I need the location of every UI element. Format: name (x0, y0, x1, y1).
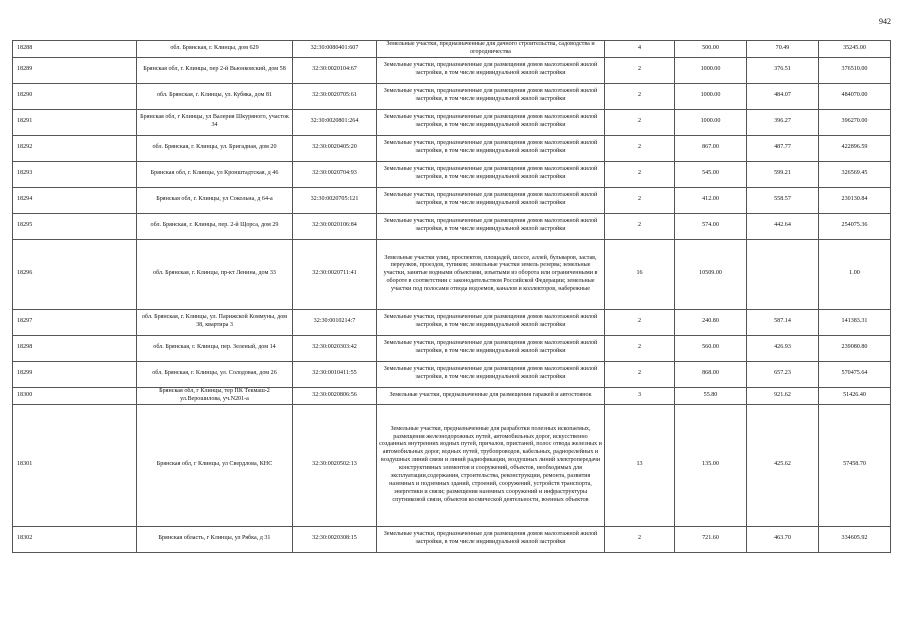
address-cell: Брянская обл, г Клинцы, тер ПК Текмаш-2 ул.Верошилова, уч.N201-а (137, 387, 293, 404)
cadastral-value-cell: 51426.40 (819, 387, 891, 404)
specific-value-cell: 487.77 (747, 135, 819, 161)
specific-value-cell: 425.62 (747, 404, 819, 526)
row-number: 18300 (13, 387, 137, 404)
specific-value-cell: 484.07 (747, 83, 819, 109)
row-number: 18296 (13, 239, 137, 309)
group-code-cell: 2 (605, 361, 675, 387)
cadastral-number-cell: 32:30:0020104:67 (293, 57, 377, 83)
cadastral-number-cell: 32:30:0020711:41 (293, 239, 377, 309)
address-cell: обл. Брянская, г. Клинцы, ул. Солодовая, дом 26 (137, 361, 293, 387)
specific-value-cell: 921.62 (747, 387, 819, 404)
cadastral-value-cell: 239080.80 (819, 335, 891, 361)
area-cell: 1000.00 (675, 109, 747, 135)
table-row (13, 404, 891, 526)
cadastral-value-cell: 570475.64 (819, 361, 891, 387)
cadastral-value-cell: 141383.31 (819, 309, 891, 335)
land-purpose-cell: Земельные участки, предназначенные для разработки полезных ископаемых, размещения железнодорожных путей, автомобильных дорог, искусственно созданных внутренних водных путей, причалов, пристаней, полос отвода железных и автомобильных дорог, водных путей, трубопроводов, кабельных, радиорелейных и воздушных линий связи и линий радиофикации, воздушных линий электропередачи конструктивных элементов и сооружений, объектов, необходимых для эксплуатации,содержания, строительства, реконструкции, ремонта, развития наземных и подземных зданий, строений, сооружений, устройств транспорта, энергетики и связи; размещения наземных сооружений и инфраструктуры спутниковой связи, объектов космической деятельности, военных объектов (377, 404, 605, 526)
group-code-cell: 2 (605, 135, 675, 161)
cadastral-number-cell: 32:30:0020801:264 (293, 109, 377, 135)
land-purpose-cell: Земельные участки, предназначенные для размещения домов малоэтажной жилой застройки, в том числе индивидуальной жилой застройки (377, 361, 605, 387)
land-purpose-cell: Земельные участки, предназначенные для размещения домов малоэтажной жилой застройки, в том числе индивидуальной жилой застройки (377, 135, 605, 161)
land-purpose-cell: Земельные участки, предназначенные для размещения домов малоэтажной жилой застройки, в том числе индивидуальной жилой застройки (377, 161, 605, 187)
group-code-cell: 2 (605, 83, 675, 109)
area-cell: 867.00 (675, 135, 747, 161)
table-row (13, 57, 891, 83)
group-code-cell: 16 (605, 239, 675, 309)
row-number: 18299 (13, 361, 137, 387)
address-cell: Брянская обл, г. Клинцы, пер 2-й Вьюнковский, дом 58 (137, 57, 293, 83)
land-purpose-cell: Земельные участки, предназначенные для размещения домов малоэтажной жилой застройки, в том числе индивидуальной жилой застройки (377, 83, 605, 109)
row-number: 18289 (13, 57, 137, 83)
group-code-cell: 2 (605, 57, 675, 83)
land-purpose-cell: Земельные участки улиц, проспектов, площадей, шоссе, аллей, бульваров, застав, переулков, проездов, тупиков; земельные участки земель резерва; земельные участки, занятые водными объектами, изъятыми из оборота или ограниченными в обороте в соответствии с законодательством Российской Федерации; земельные участки под полосами отвода водоемов, каналов и коллекторов, набережные (377, 239, 605, 309)
row-number: 18288 (13, 41, 137, 58)
cadastral-value-table (12, 40, 891, 553)
row-number: 18298 (13, 335, 137, 361)
table-row (13, 213, 891, 239)
specific-value-cell: 463.70 (747, 526, 819, 552)
area-cell: 1000.00 (675, 57, 747, 83)
table-row (13, 309, 891, 335)
table-row (13, 239, 891, 309)
cadastral-value-cell: 326569.45 (819, 161, 891, 187)
group-code-cell: 2 (605, 109, 675, 135)
address-cell: обл. Брянская, г. Клинцы, ул. Бригадная, дом 20 (137, 135, 293, 161)
table-body (13, 41, 891, 553)
table-row (13, 526, 891, 552)
address-cell: обл. Брянская, г. Клинцы, пер. Зеленый, дом 14 (137, 335, 293, 361)
cadastral-value-cell: 422896.59 (819, 135, 891, 161)
area-cell: 545.00 (675, 161, 747, 187)
specific-value-cell: 587.14 (747, 309, 819, 335)
specific-value-cell: 599.21 (747, 161, 819, 187)
area-cell: 868.00 (675, 361, 747, 387)
area-cell: 500.00 (675, 41, 747, 58)
table-row (13, 387, 891, 404)
row-number: 18297 (13, 309, 137, 335)
group-code-cell: 13 (605, 404, 675, 526)
cadastral-number-cell: 32:30:0080401:607 (293, 41, 377, 58)
cadastral-number-cell: 32:30:0020704:93 (293, 161, 377, 187)
table-row (13, 83, 891, 109)
area-cell: 135.00 (675, 404, 747, 526)
address-cell: Брянская обл, г Клинцы, ул Валерия Шкуряного, участок 34 (137, 109, 293, 135)
area-cell: 721.60 (675, 526, 747, 552)
row-number: 18292 (13, 135, 137, 161)
group-code-cell: 3 (605, 387, 675, 404)
table-row (13, 161, 891, 187)
address-cell: Брянская обл, г. Клинцы, ул Сокольна, д 64-а (137, 187, 293, 213)
cadastral-value-cell: 254075.36 (819, 213, 891, 239)
specific-value-cell: 657.23 (747, 361, 819, 387)
cadastral-number-cell: 32:30:0020106:84 (293, 213, 377, 239)
area-cell: 240.80 (675, 309, 747, 335)
area-cell: 560.00 (675, 335, 747, 361)
land-purpose-cell: Земельные участки, предназначенные для размещения домов малоэтажной жилой застройки, в том числе индивидуальной жилой застройки (377, 335, 605, 361)
address-cell: обл. Брянская, г. Клинцы, пер. 2-й Щорса, дом 29 (137, 213, 293, 239)
land-purpose-cell: Земельные участки, предназначенные для размещения домов малоэтажной жилой застройки, в том числе индивидуальной жилой застройки (377, 57, 605, 83)
address-cell: обл. Брянская, г. Клинцы, ул. Парижской Коммуны, дом 38, квартира 3 (137, 309, 293, 335)
table-row (13, 187, 891, 213)
group-code-cell: 2 (605, 161, 675, 187)
address-cell: обл. Брянская, г. Клинцы, дом 629 (137, 41, 293, 58)
row-number: 18294 (13, 187, 137, 213)
cadastral-number-cell: 32:30:0010214:7 (293, 309, 377, 335)
area-cell: 55.80 (675, 387, 747, 404)
row-number: 18293 (13, 161, 137, 187)
address-cell: Брянская область, г Клинцы, ул Рябка, д 31 (137, 526, 293, 552)
cadastral-value-cell: 396270.00 (819, 109, 891, 135)
table-row (13, 135, 891, 161)
cadastral-value-cell: 334605.92 (819, 526, 891, 552)
cadastral-value-cell: 230130.84 (819, 187, 891, 213)
address-cell: Брянская обл, г. Клинцы, ул Кронштадтская, д 46 (137, 161, 293, 187)
row-number: 18295 (13, 213, 137, 239)
cadastral-value-cell: 484070.00 (819, 83, 891, 109)
specific-value-cell: 376.51 (747, 57, 819, 83)
table-row (13, 41, 891, 58)
cadastral-number-cell: 32:30:0020308:15 (293, 526, 377, 552)
table-row (13, 335, 891, 361)
area-cell: 412.00 (675, 187, 747, 213)
area-cell: 10509.00 (675, 239, 747, 309)
row-number: 18302 (13, 526, 137, 552)
land-purpose-cell: Земельные участки, предназначенные для размещения гаражей и автостоянок (377, 387, 605, 404)
page-number: 942 (879, 17, 891, 26)
group-code-cell: 2 (605, 526, 675, 552)
row-number: 18291 (13, 109, 137, 135)
land-purpose-cell: Земельные участки, предназначенные для размещения домов малоэтажной жилой застройки, в том числе индивидуальной жилой застройки (377, 109, 605, 135)
land-purpose-cell: Земельные участки, предназначенные для размещения домов малоэтажной жилой застройки, в том числе индивидуальной жилой застройки (377, 526, 605, 552)
cadastral-number-cell: 32:30:0020705:61 (293, 83, 377, 109)
group-code-cell: 2 (605, 187, 675, 213)
group-code-cell: 2 (605, 309, 675, 335)
row-number: 18301 (13, 404, 137, 526)
area-cell: 574.00 (675, 213, 747, 239)
specific-value-cell: 396.27 (747, 109, 819, 135)
cadastral-number-cell: 32:30:0020502:13 (293, 404, 377, 526)
cadastral-number-cell: 32:30:0020705:121 (293, 187, 377, 213)
table-row (13, 109, 891, 135)
specific-value-cell: 442.64 (747, 213, 819, 239)
table-row (13, 361, 891, 387)
address-cell: обл. Брянская, г. Клинцы, ул. Кубяка, дом 81 (137, 83, 293, 109)
group-code-cell: 2 (605, 335, 675, 361)
land-purpose-cell: Земельные участки, предназначенные для дачного строительства, садоводства и огородничества (377, 41, 605, 58)
cadastral-number-cell: 32:30:0020806:56 (293, 387, 377, 404)
land-purpose-cell: Земельные участки, предназначенные для размещения домов малоэтажной жилой застройки, в том числе индивидуальной жилой застройки (377, 213, 605, 239)
group-code-cell: 4 (605, 41, 675, 58)
specific-value-cell (747, 239, 819, 309)
area-cell: 1000.00 (675, 83, 747, 109)
cadastral-value-cell: 57458.70 (819, 404, 891, 526)
address-cell: обл. Брянская, г. Клинцы, пр-кт Ленина, дом 33 (137, 239, 293, 309)
specific-value-cell: 426.93 (747, 335, 819, 361)
group-code-cell: 2 (605, 213, 675, 239)
cadastral-value-cell: 35245.00 (819, 41, 891, 58)
land-purpose-cell: Земельные участки, предназначенные для размещения домов малоэтажной жилой застройки, в том числе индивидуальной жилой застройки (377, 309, 605, 335)
address-cell: Брянская обл, г Клинцы, ул Свердлова, КНС (137, 404, 293, 526)
row-number: 18290 (13, 83, 137, 109)
cadastral-value-cell: 1.00 (819, 239, 891, 309)
land-purpose-cell: Земельные участки, предназначенные для размещения домов малоэтажной жилой застройки, в том числе индивидуальной жилой застройки (377, 187, 605, 213)
cadastral-number-cell: 32:30:0020405:20 (293, 135, 377, 161)
cadastral-number-cell: 32:30:0020303:42 (293, 335, 377, 361)
cadastral-number-cell: 32:30:0010411:55 (293, 361, 377, 387)
specific-value-cell: 558.57 (747, 187, 819, 213)
specific-value-cell: 70.49 (747, 41, 819, 58)
cadastral-value-cell: 376510.00 (819, 57, 891, 83)
